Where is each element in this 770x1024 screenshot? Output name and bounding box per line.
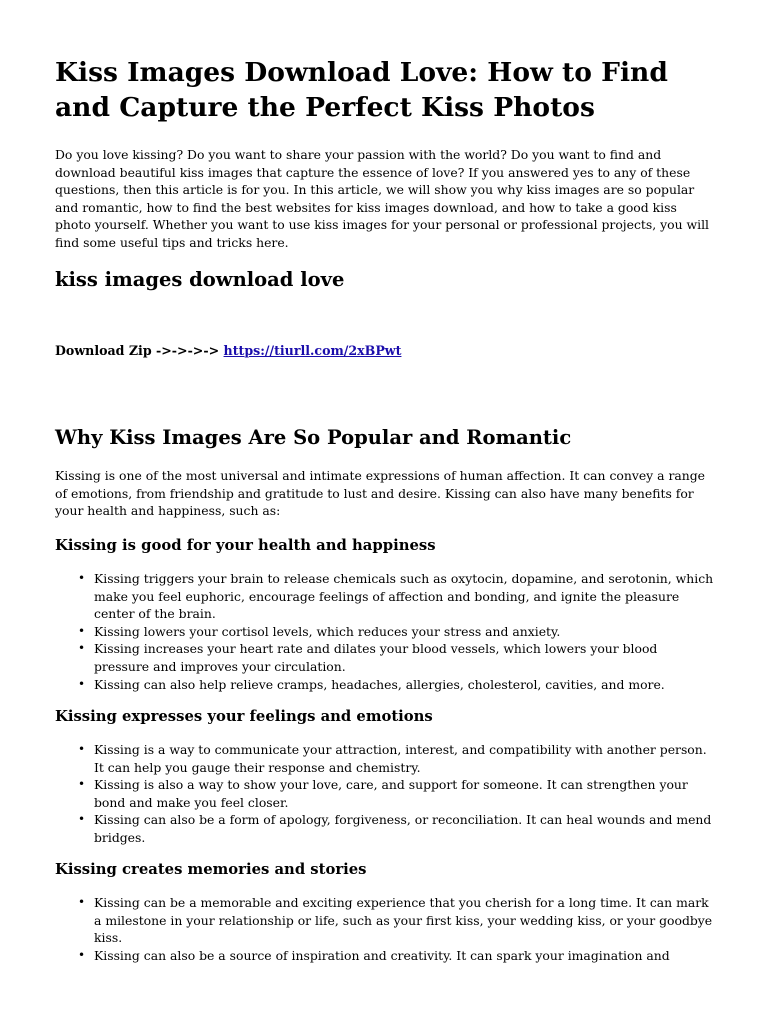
list-item: • Kissing increases your heart rate and dilates your blood vessels, which lowers your blood pressure and improves your circulation.: [94, 640, 715, 675]
list-item: • Kissing can be a memorable and exciting experience that you cherish for a long time. It can mark a milestone in your relationship or life, such as your first kiss, your wedding kiss, or your goodbye kiss.: [94, 894, 715, 947]
list-memories: [55, 894, 715, 964]
list-health: [55, 570, 715, 693]
download-link[interactable]: https://tiurll.com/2xBPwt: [223, 343, 402, 358]
list-item: • Kissing triggers your brain to release chemicals such as oxytocin, dopamine, and serotonin, which make you feel euphoric, encourage feelings of affection and bonding, and ignite the pleasure center of the brain.: [94, 570, 715, 623]
page-title: Kiss Images Download Love: How to Find and Capture the Perfect Kiss Photos: [55, 57, 668, 123]
subsection-heading-memories: Kissing creates memories and stories: [55, 861, 367, 878]
subsection-heading-health: Kissing is good for your health and happiness: [55, 537, 436, 554]
list-item: • Kissing can also be a source of inspiration and creativity. It can spark your imagination and: [94, 947, 715, 965]
section-paragraph-why: Kissing is one of the most universal and intimate expressions of human affection. It can convey a range of emotions, from friendship and gratitude to lust and desire. Kissing can also have many benefits for your health and happiness, such as:: [55, 468, 705, 519]
list-feelings: [55, 741, 715, 847]
list-item: • Kissing can also be a form of apology, forgiveness, or reconciliation. It can heal wounds and mend bridges.: [94, 811, 715, 846]
subtitle-heading: kiss images download love: [55, 268, 345, 291]
download-line: [55, 342, 401, 360]
list-item: • Kissing is a way to communicate your attraction, interest, and compatibility with another person. It can help you gauge their response and chemistry.: [94, 741, 715, 776]
intro-paragraph: Do you love kissing? Do you want to share your passion with the world? Do you want to find and download beautiful kiss images that capture the essence of love? If you answered yes to any of these questions, then this article is for you. In this article, we will show you why kiss images are so popular and romantic, how to find the best websites for kiss images download, and how to take a good kiss photo yourself. Whether you want to use kiss images for your personal or professional projects, you will find some useful tips and tricks here.: [55, 147, 709, 250]
subsection-heading-feelings: Kissing expresses your feelings and emotions: [55, 708, 433, 725]
section-heading-why: Why Kiss Images Are So Popular and Romantic: [55, 426, 572, 449]
list-item: • Kissing is also a way to show your love, care, and support for someone. It can strengthen your bond and make you feel closer.: [94, 776, 715, 811]
list-item: • Kissing can also help relieve cramps, headaches, allergies, cholesterol, cavities, and more.: [94, 676, 715, 694]
list-item: • Kissing lowers your cortisol levels, which reduces your stress and anxiety.: [94, 623, 715, 641]
download-label: Download Zip ->->->->: [55, 343, 224, 358]
